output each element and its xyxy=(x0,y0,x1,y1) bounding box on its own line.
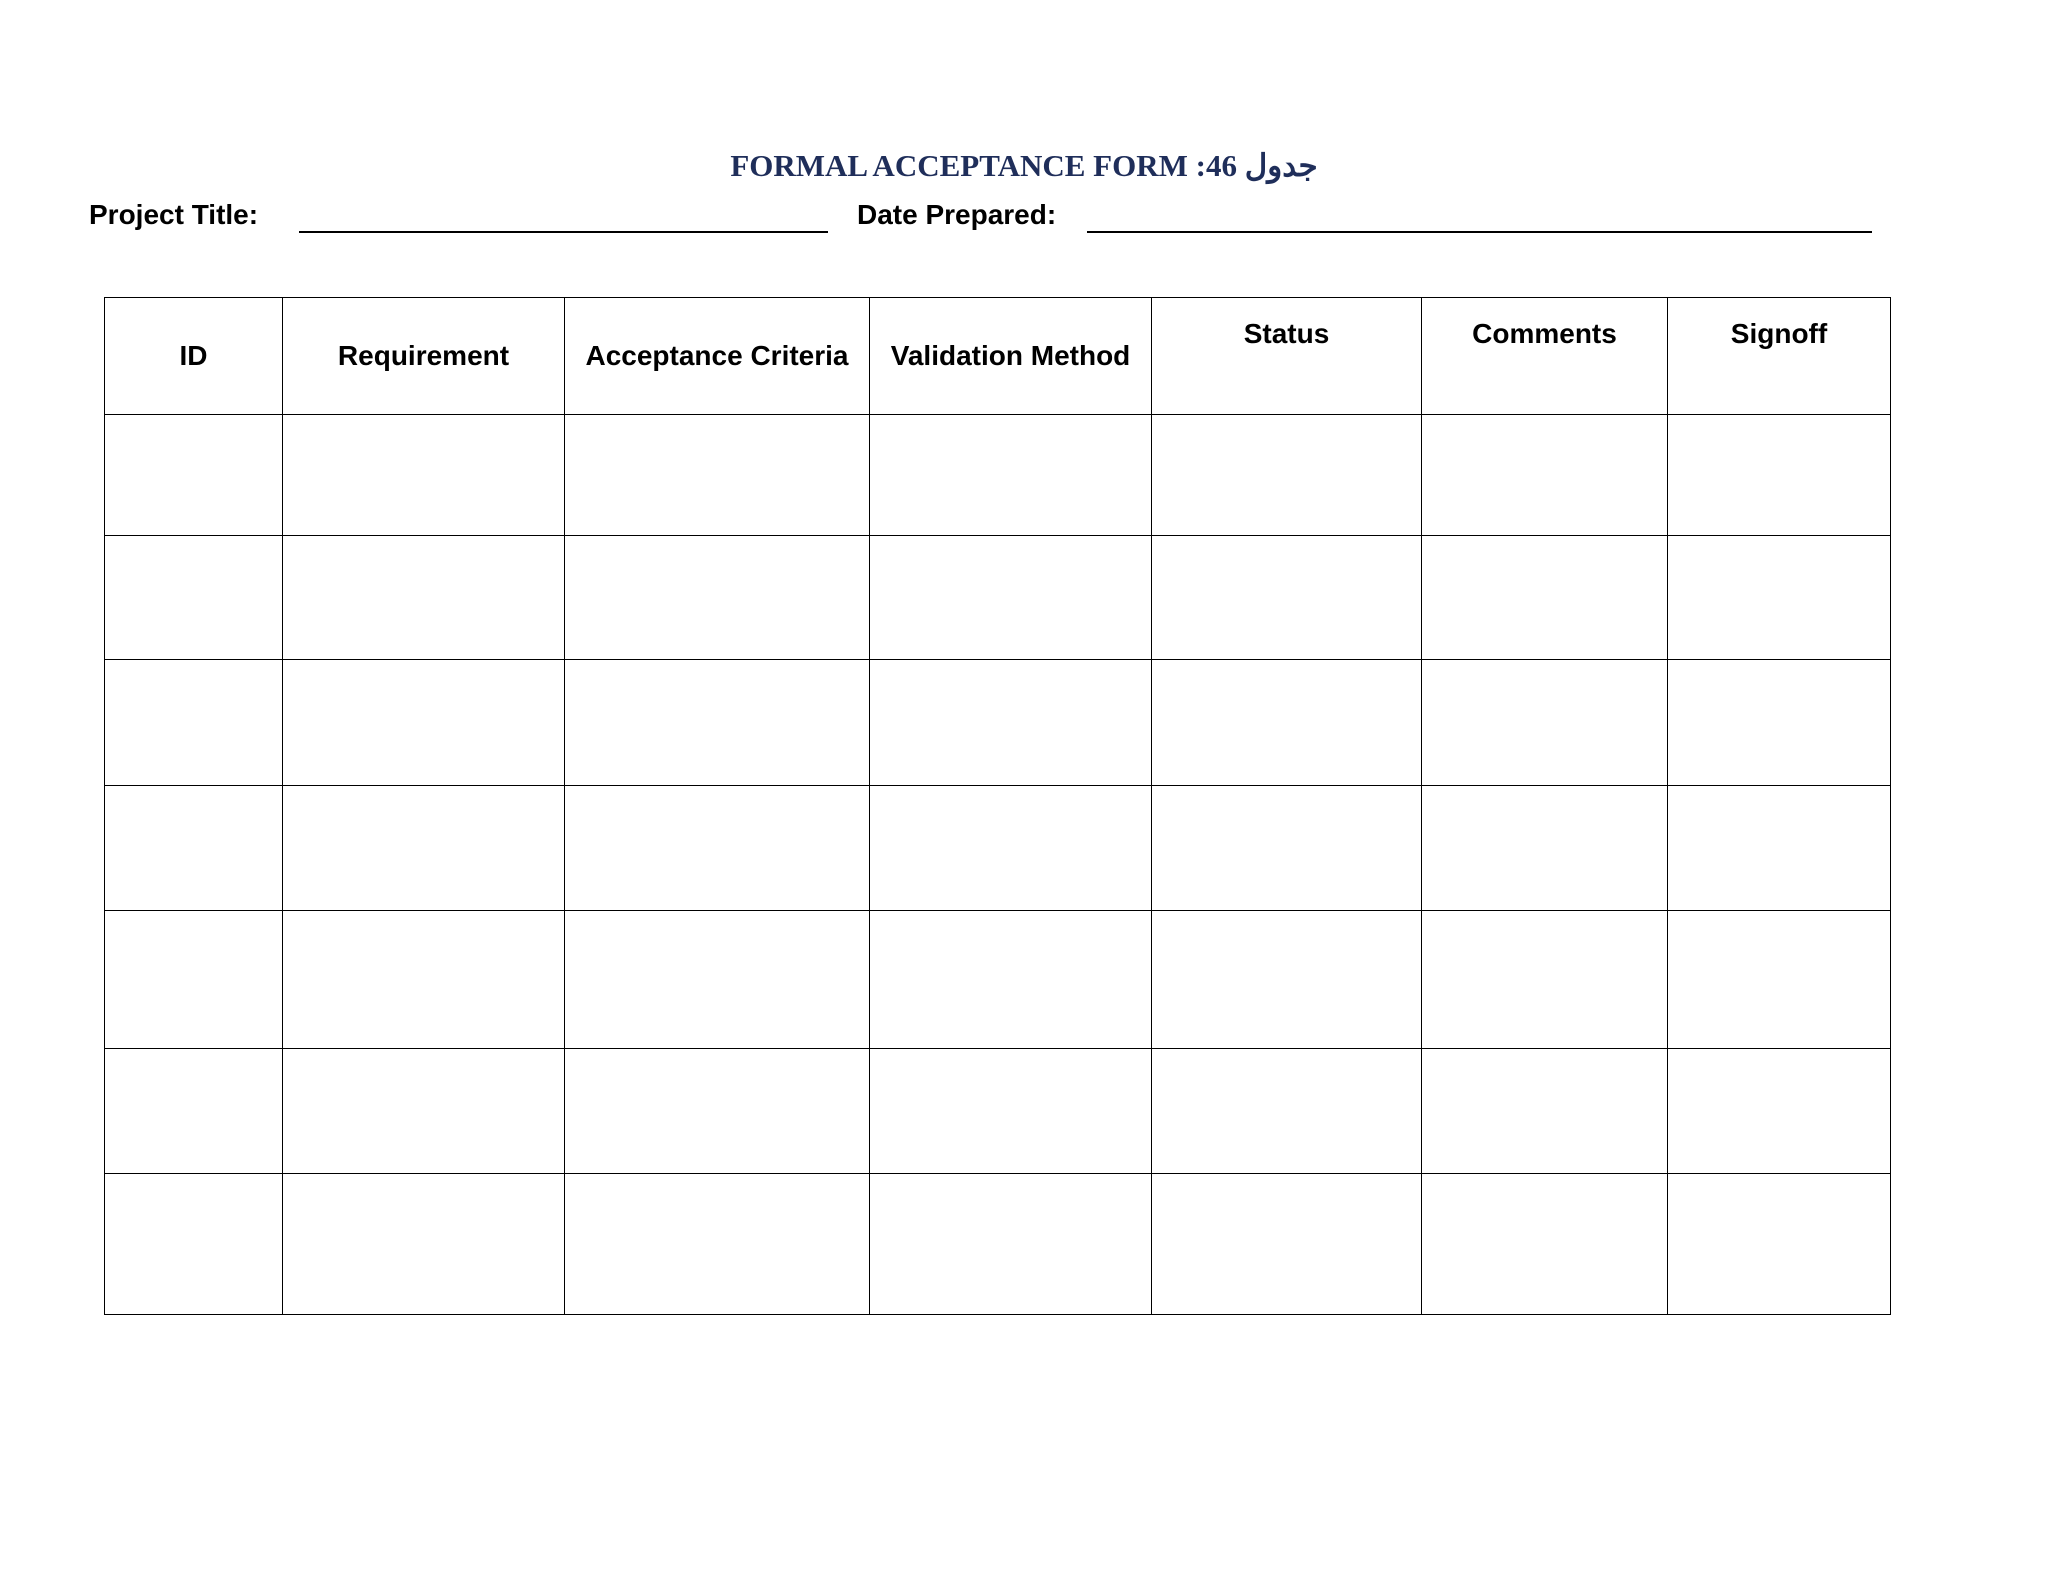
table-cell[interactable] xyxy=(870,1049,1152,1174)
acceptance-table xyxy=(104,297,1891,1315)
table-cell[interactable] xyxy=(1152,786,1422,911)
project-title-label: Project Title: xyxy=(89,199,259,230)
table-cell[interactable] xyxy=(105,1174,283,1315)
table-cell[interactable] xyxy=(1422,415,1668,536)
table-cell[interactable] xyxy=(870,536,1152,660)
table-cell[interactable] xyxy=(105,911,283,1049)
header-acceptance-criteria: Acceptance Criteria xyxy=(565,298,870,415)
table-cell[interactable] xyxy=(1152,415,1422,536)
table-cell[interactable] xyxy=(565,786,870,911)
header-validation-method: Validation Method xyxy=(870,298,1152,415)
table-cell[interactable] xyxy=(1668,911,1891,1049)
table-cell[interactable] xyxy=(870,660,1152,786)
header-id: ID xyxy=(105,298,283,415)
table-cell[interactable] xyxy=(565,536,870,660)
table-cell[interactable] xyxy=(105,1049,283,1174)
table-cell[interactable] xyxy=(565,1049,870,1174)
header-requirement: Requirement xyxy=(283,298,565,415)
table-cell[interactable] xyxy=(1152,1049,1422,1174)
header-signoff: Signoff xyxy=(1668,298,1891,415)
table-cell[interactable] xyxy=(1668,415,1891,536)
project-title-field[interactable] xyxy=(299,231,828,233)
table-cell[interactable] xyxy=(1152,536,1422,660)
table-cell[interactable] xyxy=(870,1174,1152,1315)
table-cell[interactable] xyxy=(283,1174,565,1315)
table-body xyxy=(105,415,1891,1315)
table-cell[interactable] xyxy=(283,911,565,1049)
form-title: FORMAL ACCEPTANCE FORM :46 جدول xyxy=(730,148,1318,183)
date-prepared-field[interactable] xyxy=(1087,231,1872,233)
table-cell[interactable] xyxy=(1668,536,1891,660)
table-cell[interactable] xyxy=(1152,660,1422,786)
table-row xyxy=(105,911,1891,1049)
header-status: Status xyxy=(1152,298,1422,415)
table-row xyxy=(105,786,1891,911)
table-cell[interactable] xyxy=(1422,786,1668,911)
table-cell[interactable] xyxy=(283,660,565,786)
table-cell[interactable] xyxy=(1668,660,1891,786)
table-row xyxy=(105,415,1891,536)
table-cell[interactable] xyxy=(1152,911,1422,1049)
table-row xyxy=(105,660,1891,786)
table-row xyxy=(105,1049,1891,1174)
table-cell[interactable] xyxy=(283,536,565,660)
table-cell[interactable] xyxy=(105,536,283,660)
table-cell[interactable] xyxy=(283,415,565,536)
table-cell[interactable] xyxy=(565,1174,870,1315)
table-cell[interactable] xyxy=(1422,1049,1668,1174)
table-cell[interactable] xyxy=(870,911,1152,1049)
table-cell[interactable] xyxy=(565,415,870,536)
table-cell[interactable] xyxy=(565,660,870,786)
header-comments: Comments xyxy=(1422,298,1668,415)
table-cell[interactable] xyxy=(1668,1174,1891,1315)
table-cell[interactable] xyxy=(870,415,1152,536)
table-cell[interactable] xyxy=(1422,536,1668,660)
table-cell[interactable] xyxy=(565,911,870,1049)
table-cell[interactable] xyxy=(1668,1049,1891,1174)
table-row xyxy=(105,1174,1891,1315)
table-cell[interactable] xyxy=(1422,660,1668,786)
table-cell[interactable] xyxy=(283,786,565,911)
table-cell[interactable] xyxy=(1668,786,1891,911)
table-cell[interactable] xyxy=(105,415,283,536)
table-cell[interactable] xyxy=(870,786,1152,911)
table-cell[interactable] xyxy=(105,786,283,911)
table-cell[interactable] xyxy=(105,660,283,786)
table-cell[interactable] xyxy=(1422,1174,1668,1315)
table-cell[interactable] xyxy=(1152,1174,1422,1315)
table-cell[interactable] xyxy=(1422,911,1668,1049)
table-header-row xyxy=(105,298,1891,415)
table-row xyxy=(105,536,1891,660)
table-cell[interactable] xyxy=(283,1049,565,1174)
date-prepared-label: Date Prepared: xyxy=(857,199,1057,230)
